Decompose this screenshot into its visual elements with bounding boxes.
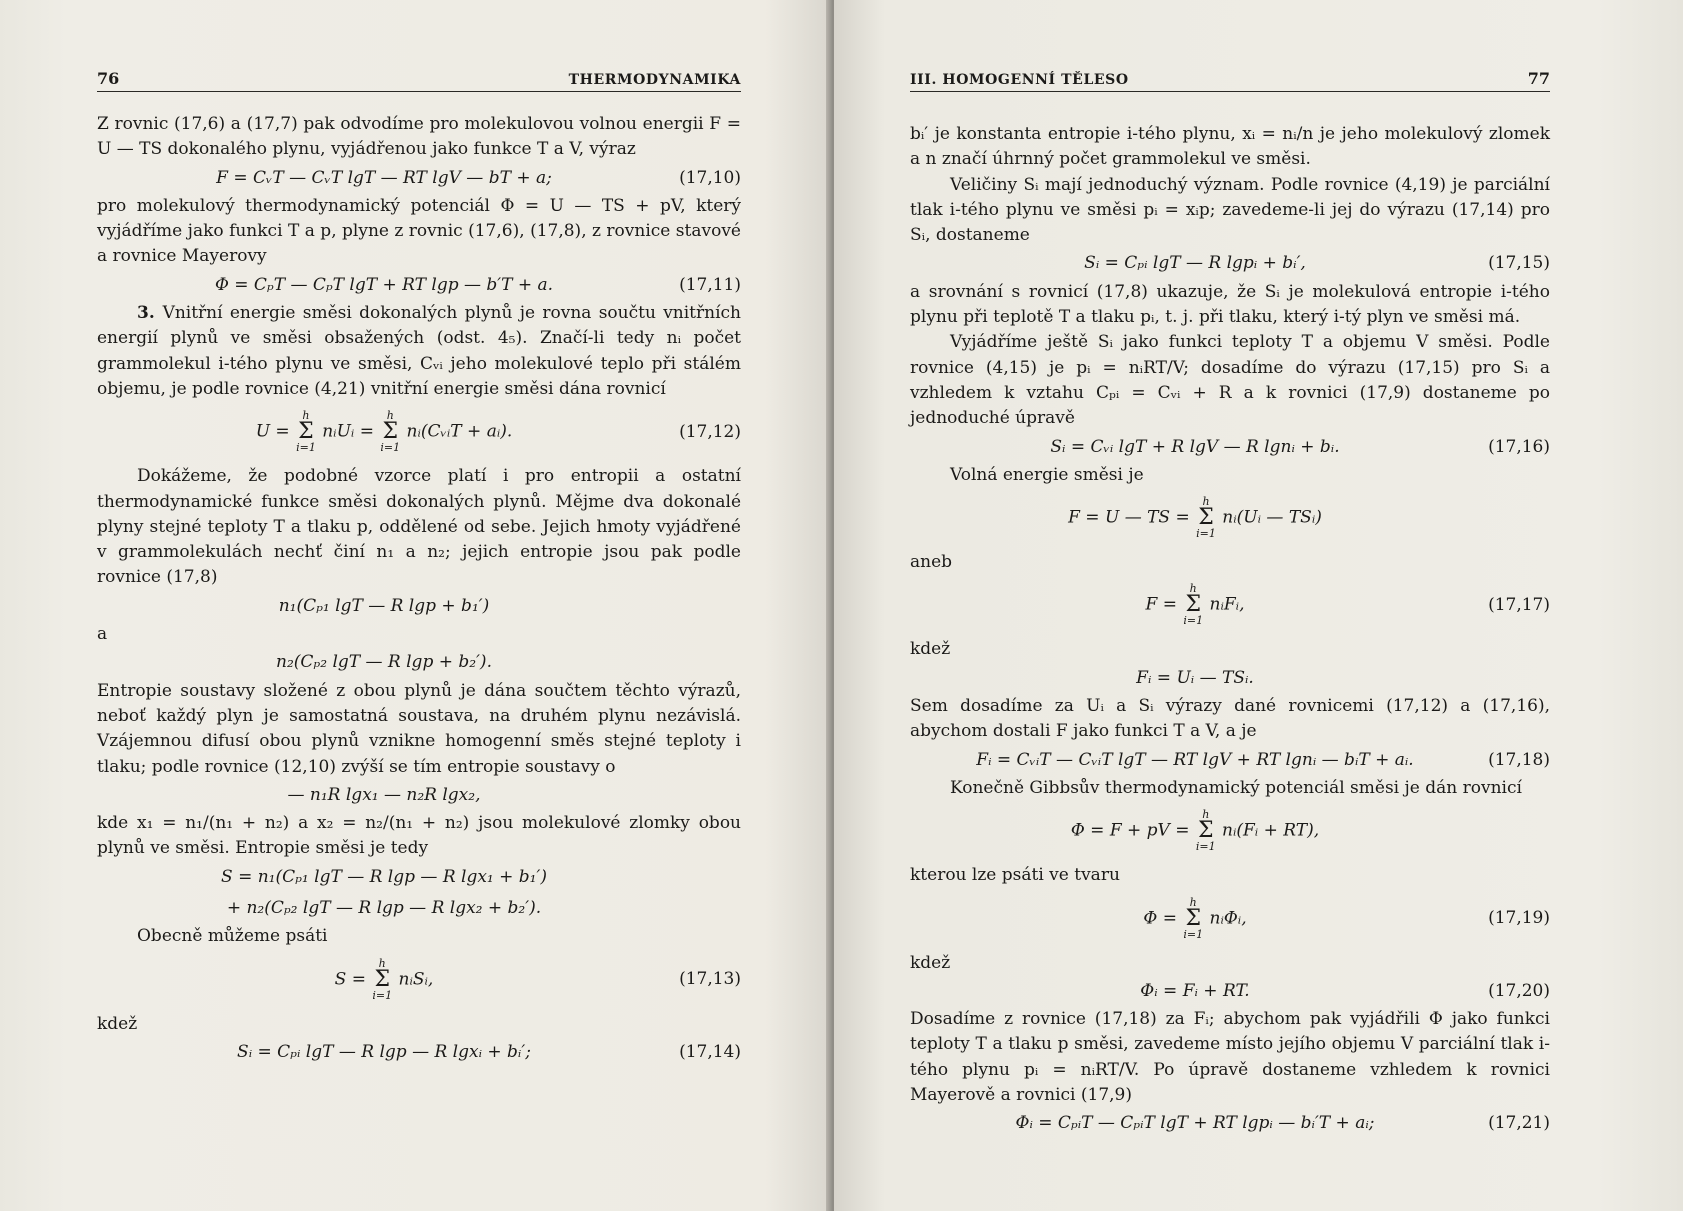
left-page bbox=[0, 0, 832, 1211]
formula-part: Φ = bbox=[1143, 908, 1183, 929]
equation-formula: Fᵢ = Uᵢ — TSᵢ. bbox=[1136, 667, 1254, 688]
equation-number: (17,15) bbox=[1488, 253, 1550, 274]
equation-number: (17,18) bbox=[1488, 749, 1550, 770]
paragraph bbox=[910, 280, 1550, 331]
equation-number: (17,14) bbox=[679, 1041, 741, 1062]
equation bbox=[910, 889, 1550, 951]
paragraph bbox=[97, 464, 741, 590]
equation-formula: Φ = CₚT — CₚT lgT + RT lgp — b′T + a. bbox=[214, 274, 554, 295]
paragraph-text: kde x₁ = n₁/(n₁ + n₂) a x₂ = n₂/(n₁ + n₂) jsou molekulové zlomky obou plynů ve směsi. Entropie směsi je tedy bbox=[97, 813, 741, 859]
equation-formula bbox=[97, 958, 671, 1002]
equation-formula: S = n₁(Cₚ₁ lgT — R lgp — R lgx₁ + b₁′) bbox=[221, 866, 547, 887]
equation-formula bbox=[910, 897, 1480, 941]
left-page-body bbox=[97, 112, 741, 1068]
sum-upper-limit: h bbox=[1189, 895, 1197, 909]
sum-upper-limit: h bbox=[386, 409, 394, 423]
equation-formula: F = CᵥT — CᵥT lgT — RT lgV — bT + a; bbox=[216, 167, 552, 188]
sum-lower-limit: i=1 bbox=[1183, 927, 1204, 941]
right-running-header bbox=[910, 66, 1550, 92]
paragraph bbox=[97, 301, 741, 402]
equation-formula: Φᵢ = CₚᵢT — CₚᵢT lgT + RT lgpᵢ — bᵢ′T + aᵢ; bbox=[1015, 1113, 1375, 1134]
paragraph-text: Entropie soustavy složené z obou plynů je dána součtem těchto výrazů, neboť každý plyn je samostatná soustava, na druhém plynu nezávislá. Vzájemnou difusí obou plynů vznikne homogenní směs stejné teploty i tlaku; podle rovnice (12,10) zvýší se tím entropie soustavy o bbox=[97, 680, 741, 777]
sigma-glyph: Σ bbox=[382, 419, 399, 445]
sigma-glyph: Σ bbox=[1198, 505, 1214, 531]
equation-formula: Φᵢ = Fᵢ + RT. bbox=[1140, 980, 1250, 1001]
paragraph bbox=[97, 194, 741, 270]
paragraph-text: Dokážeme, že podobné vzorce platí i pro entropii a ostatní thermodynamické funkce směsi dokonalých plynů. Mějme dva dokonalé plyny stejné teploty T a tlaku p, oddělené od sebe. Jejich hmoty vyjádřené v grammolekulách nechť činí n₁ a n₂; jejich entropie jsou pak podle rovnice (17,8) bbox=[97, 466, 741, 588]
right-page bbox=[834, 0, 1683, 1211]
formula-part: U = bbox=[255, 421, 296, 442]
formula-part: nᵢ(CᵥᵢT + aᵢ). bbox=[401, 421, 513, 442]
equation-formula: n₁(Cₚ₁ lgT — R lgp + b₁′) bbox=[278, 595, 490, 616]
equation bbox=[97, 270, 741, 301]
paragraph-text: Konečně Gibbsův thermodynamický potenciál směsi je dán rovnicí bbox=[950, 777, 1522, 798]
summation-sign bbox=[1196, 809, 1216, 853]
equation-number: (17,11) bbox=[679, 274, 741, 295]
sum-lower-limit: i=1 bbox=[296, 441, 316, 455]
formula-part: nᵢUᵢ = bbox=[316, 421, 380, 442]
summation-sign bbox=[380, 410, 400, 454]
equation-number: (17,10) bbox=[679, 167, 741, 188]
connective-word: aneb bbox=[910, 552, 953, 573]
equation bbox=[97, 163, 741, 194]
left-running-header bbox=[97, 66, 741, 92]
equation bbox=[910, 663, 1550, 694]
sigma-glyph: Σ bbox=[1197, 818, 1214, 844]
connective-word: kdež bbox=[97, 1013, 138, 1034]
paragraph-text: bᵢ′ je konstanta entropie i-tého plynu, xᵢ = nᵢ/n je jeho molekulový zlomek a n značí úhrnný počet grammolekul ve směsi. bbox=[910, 124, 1550, 170]
equation bbox=[97, 591, 741, 622]
paragraph-text: Volná energie směsi je bbox=[950, 464, 1144, 485]
equation bbox=[910, 976, 1550, 1007]
equation-formula bbox=[97, 410, 671, 454]
paragraph bbox=[910, 1007, 1550, 1108]
paragraph bbox=[97, 112, 741, 163]
equation bbox=[910, 248, 1550, 279]
equation-formula: Sᵢ = Cₚᵢ lgT — R lgp — R lgxᵢ + bᵢ′; bbox=[237, 1041, 531, 1062]
equation bbox=[910, 488, 1550, 550]
sigma-glyph: Σ bbox=[298, 419, 314, 445]
formula-part: nᵢΦᵢ, bbox=[1204, 908, 1247, 929]
equation-formula: — n₁R lgx₁ — n₂R lgx₂, bbox=[287, 784, 481, 805]
connective-word: kdež bbox=[910, 639, 951, 660]
left-running-title: THERMODYNAMIKA bbox=[568, 72, 741, 88]
sum-lower-limit: i=1 bbox=[1183, 614, 1204, 628]
paragraph bbox=[910, 122, 1550, 173]
equation-formula: Sᵢ = Cₚᵢ lgT — R lgpᵢ + bᵢ′, bbox=[1084, 253, 1306, 274]
equation bbox=[97, 1037, 741, 1068]
paragraph bbox=[910, 463, 1550, 488]
right-page-number: 77 bbox=[1527, 69, 1550, 88]
equation bbox=[97, 780, 741, 811]
equation-number: (17,13) bbox=[679, 968, 741, 989]
sum-lower-limit: i=1 bbox=[380, 441, 401, 455]
formula-part: F = bbox=[1145, 594, 1183, 615]
equation-formula bbox=[910, 496, 1480, 540]
formula-part: F = U — TS = bbox=[1068, 507, 1196, 528]
paragraph-text: Sem dosadíme za Uᵢ a Sᵢ výrazy dané rovnicemi (17,12) a (17,16), abychom dostali F jako funkci T a V, a je bbox=[910, 696, 1550, 742]
sum-upper-limit: h bbox=[302, 409, 310, 423]
equation bbox=[97, 893, 741, 924]
sum-lower-limit: i=1 bbox=[372, 988, 393, 1002]
sigma-glyph: Σ bbox=[1185, 905, 1201, 931]
formula-part: S = bbox=[334, 969, 372, 990]
equation-formula: + n₂(Cₚ₂ lgT — R lgp — R lgx₂ + b₂′). bbox=[226, 898, 542, 919]
formula-part: nᵢ(Uᵢ — TSᵢ) bbox=[1216, 507, 1322, 528]
equation-number: (17,17) bbox=[1488, 594, 1550, 615]
equation bbox=[910, 432, 1550, 463]
equation bbox=[97, 402, 741, 464]
sum-upper-limit: h bbox=[1189, 582, 1197, 596]
equation-formula bbox=[910, 809, 1480, 853]
sum-upper-limit: h bbox=[378, 956, 386, 970]
sigma-glyph: Σ bbox=[374, 966, 390, 992]
paragraph-text: Z rovnic (17,6) a (17,7) pak odvodíme pro molekulovou volnou energii F = U — TS dokonalého plynu, vyjádřenou jako funkce T a V, výraz bbox=[97, 114, 741, 160]
paragraph bbox=[910, 173, 1550, 249]
summation-sign bbox=[296, 410, 316, 454]
equation-formula: Fᵢ = CᵥᵢT — CᵥᵢT lgT — RT lgV + RT lgnᵢ — bᵢT + aᵢ. bbox=[976, 749, 1414, 770]
summation-sign bbox=[1196, 496, 1216, 540]
equation bbox=[910, 575, 1550, 637]
equation bbox=[97, 862, 741, 893]
paragraph-text: Dosadíme z rovnice (17,18) za Fᵢ; abychom pak vyjádřili Φ jako funkci teploty T a tlaku p směsi, zavedeme místo jejího objemu V parciální tlak i-tého plynu pᵢ = nᵢRT/V. Po úpravě dostaneme vzhledem k rovnici Mayerově a rovnici (17,9) bbox=[910, 1009, 1550, 1106]
right-running-title: III. HOMOGENNÍ TĚLESO bbox=[910, 72, 1129, 88]
paragraph bbox=[97, 924, 741, 949]
formula-part: nᵢFᵢ, bbox=[1204, 594, 1245, 615]
equation bbox=[910, 745, 1550, 776]
paragraph bbox=[97, 679, 741, 780]
summation-sign bbox=[372, 958, 392, 1002]
paragraph-text: Obecně můžeme psáti bbox=[137, 926, 328, 947]
paragraph-text: Vyjádříme ještě Sᵢ jako funkci teploty T a objemu V směsi. Podle rovnice (4,15) je pᵢ = nᵢRT/V; dosadíme do výrazu (17,15) pro Sᵢ a vzhledem k vztahu Cₚᵢ = Cᵥᵢ + R a k rovnici (17,9) dostaneme po jednoduché úpravě bbox=[910, 332, 1550, 429]
equation bbox=[910, 1108, 1550, 1139]
connective-word: kterou lze psáti ve tvaru bbox=[910, 865, 1120, 886]
equation-formula bbox=[910, 583, 1480, 627]
equation bbox=[97, 950, 741, 1012]
formula-part: nᵢ(Fᵢ + RT), bbox=[1216, 820, 1320, 841]
connective-word: kdež bbox=[910, 952, 951, 973]
equation bbox=[910, 801, 1550, 863]
equation-formula: Sᵢ = Cᵥᵢ lgT + R lgV — R lgnᵢ + bᵢ. bbox=[1050, 436, 1340, 457]
sum-upper-limit: h bbox=[1202, 808, 1210, 822]
equation-formula: n₂(Cₚ₂ lgT — R lgp + b₂′). bbox=[276, 652, 492, 673]
summation-sign bbox=[1183, 583, 1203, 627]
equation-number: (17,19) bbox=[1488, 907, 1550, 928]
equation bbox=[97, 647, 741, 678]
equation-number: (17,12) bbox=[679, 421, 741, 442]
connective-word: a bbox=[97, 624, 108, 645]
equation-number: (17,16) bbox=[1488, 436, 1550, 457]
sum-lower-limit: i=1 bbox=[1195, 840, 1216, 854]
sigma-glyph: Σ bbox=[1185, 592, 1201, 618]
right-page-body bbox=[910, 122, 1550, 1140]
paragraph bbox=[97, 811, 741, 862]
paragraph bbox=[910, 330, 1550, 431]
equation-number: (17,20) bbox=[1488, 980, 1550, 1001]
paragraph bbox=[910, 694, 1550, 745]
formula-part: Φ = F + pV = bbox=[1070, 820, 1195, 841]
formula-part: nᵢSᵢ, bbox=[393, 969, 434, 990]
paragraph-text: Veličiny Sᵢ mají jednoduchý význam. Podle rovnice (4,19) je parciální tlak i-tého plynu ve směsi pᵢ = xᵢp; zavedeme-li jej do výrazu (17,14) pro Sᵢ, dostaneme bbox=[910, 174, 1550, 246]
summation-sign bbox=[1183, 897, 1203, 941]
left-page-number: 76 bbox=[97, 69, 120, 88]
sum-upper-limit: h bbox=[1202, 495, 1210, 509]
equation-number: (17,21) bbox=[1488, 1113, 1550, 1134]
paragraph-text: a srovnání s rovnicí (17,8) ukazuje, že Sᵢ je molekulová entropie i-tého plynu při teplotě T a tlaku pᵢ, t. j. při tlaku, který i-tý plyn ve směsi má. bbox=[910, 281, 1550, 328]
paragraph-text: Vnitřní energie směsi dokonalých plynů je rovna součtu vnitřních energií plynů ve směsi obsažených (odst. 4₅). Značí-li tedy nᵢ počet grammolekul i-tého plynu ve směsi, Cᵥᵢ jeho molekulové teplo při stálém objemu, je podle rovnice (4,21) vnitřní energie směsi dána rovnicí bbox=[97, 303, 742, 399]
paragraph bbox=[910, 776, 1550, 801]
section-number: 3. bbox=[137, 303, 163, 324]
sum-lower-limit: i=1 bbox=[1196, 527, 1216, 541]
paragraph-text: pro molekulový thermodynamický potenciál Φ = U — TS + pV, který vyjádříme jako funkci T a p, plyne z rovnic (17,6), (17,8), z rovnice stavové a rovnice Mayerovy bbox=[97, 195, 741, 267]
